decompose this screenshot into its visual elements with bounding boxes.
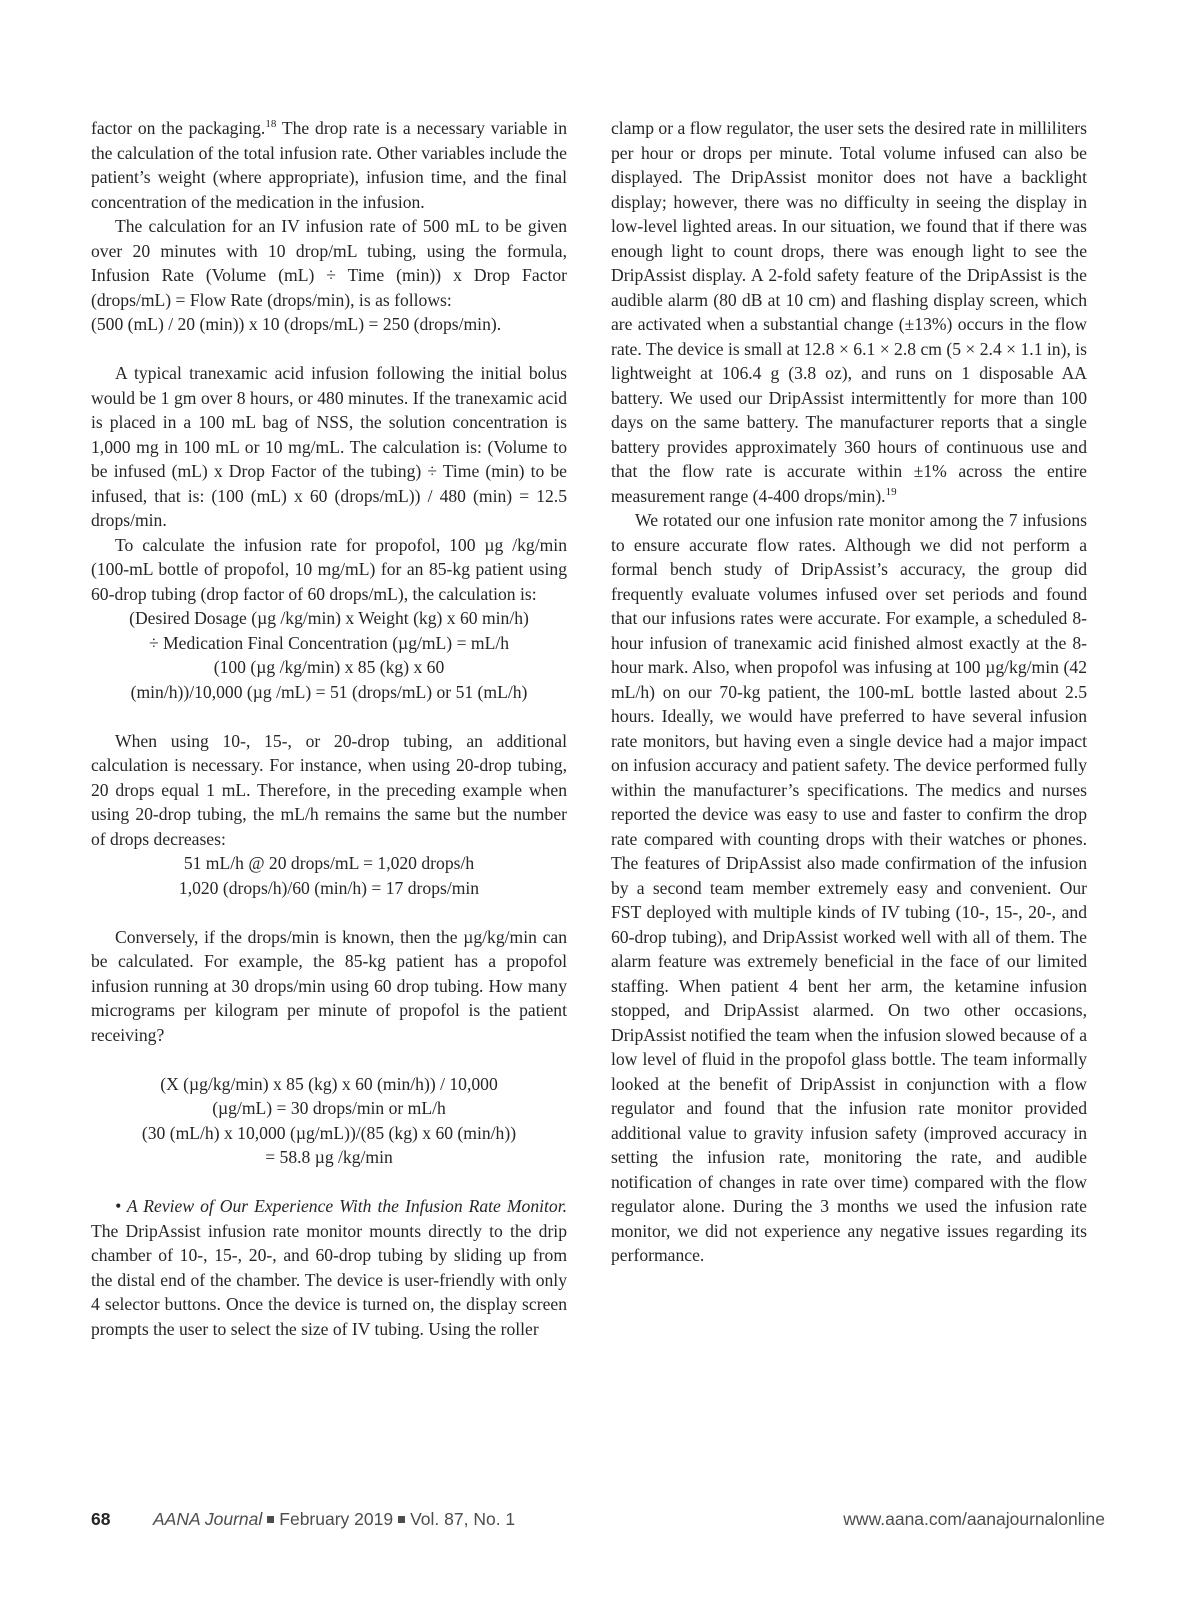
volume-issue: Vol. 87, No. 1 — [410, 1509, 516, 1529]
paragraph: A typical tranexamic acid infusion following the initial bolus would be 1 gm over 8 hours, or 480 minutes. If the tranexamic acid is placed in a 100 mL bag of NSS, the solution concentration is 1,000 mg in 100 mL or 10 mg/mL. The calculation is: (Volume to be infused (mL) x Drop Factor of the tubing) ÷ Time (min) to be infused, that is: (100 (mL) x 60 (drops/mL)) / 480 (min) = 12.5 drops/min. — [91, 363, 567, 530]
page-footer — [91, 1509, 1105, 1535]
formula-line: (min/h))/10,000 (µg /mL) = 51 (drops/mL) or 51 (mL/h) — [130, 681, 528, 702]
paragraph: The calculation for an IV infusion rate of 500 mL to be given over 20 minutes with 10 drop/mL tubing, using the formula, Infusion Rate (Volume (mL) ÷ Time (min)) x Drop Factor (drops/mL) = Flow Rate (drops/min), is as follows: — [91, 216, 567, 310]
formula-line: (Desired Dosage (µg /kg/min) x Weight (kg) x 60 min/h) — [129, 608, 529, 628]
journal-name: AANA Journal — [153, 1509, 263, 1529]
paragraph: clamp or a flow regulator, the user sets the desired rate in milliliters per hour or drops per minute. Total volume infused can also be displayed. The DripAssist monitor does not have a backlight display; however, there was no difficulty in seeing the display in low-level lighted areas. In our situation, we found that if there was enough light to count drops, there was enough light to see the DripAssist display. A 2-fold safety feature of the DripAssist is the audible alarm (80 dB at 10 cm) and flashing display screen, which are activated when a substantial change (±13%) occurs in the flow rate. The device is small at 12.8 × 6.1 × 2.8 cm (5 × 2.4 × 1.1 in), is lightweight at 106.4 g (3.8 oz), and runs on 1 disposable AA battery. We used our DripAssist intermittently for more than 100 days on the same battery. The manufacturer reports that a single battery provides approximately 360 hours of continuous use and that the flow rate is accurate within ±1% across the entire measurement range (4-400 drops/min).$^{19}$ — [611, 118, 1087, 506]
formula-line: (µg/mL) = 30 drops/min or mL/h — [212, 1098, 446, 1118]
separator-square-icon — [267, 1516, 274, 1523]
paragraph: factor on the packaging.$^{18}$ The drop rate is a necessary variable in the calculation of the total infusion rate. Other variables include the patient’s weight (where appropriate), infusion time, and the final concentration of the medication in the infusion. — [91, 118, 567, 212]
journal-info — [153, 1509, 515, 1530]
paragraph: When using 10-, 15-, or 20-drop tubing, an additional calculation is necessary. For instance, when using 20-drop tubing, 20 drops equal 1 mL. Therefore, in the preceding example when using 20-drop tubing, the mL/h remains the same but the number of drops decreases: — [91, 730, 567, 849]
left-column — [91, 116, 567, 1341]
formula-line: (X (µg/kg/min) x 85 (kg) x 60 (min/h)) / 10,000 — [160, 1073, 498, 1094]
reference-superscript: 18 — [265, 118, 277, 130]
formula-line: 51 mL/h @ 20 drops/mL = 1,020 drops/h — [183, 853, 475, 873]
formula-line: = 58.8 µg /kg/min — [265, 1147, 393, 1167]
paragraph: Conversely, if the drops/min is known, then the µg/kg/min can be calculated. For example, the 85-kg patient has a propofol infusion running at 30 drops/min using 60 drop tubing. How many micrograms per kilogram per minute of propofol is the patient receiving? — [91, 926, 567, 1045]
reference-superscript: 19 — [885, 485, 897, 498]
section-heading: • A Review of Our Experience With the Infusion Rate Monitor. — [115, 1196, 567, 1216]
journal-url[interactable]: www.aana.com/aanajournalonline — [843, 1509, 1105, 1529]
paragraph: We rotated our one infusion rate monitor among the 7 infusions to ensure accurate flow rates. Although we did not perform a formal bench study of DripAssist’s accuracy, the group did frequently evaluate volumes infused over set periods and found that our infusions rates were accurate. For example, a scheduled 8-hour infusion of tranexamic acid finished almost exactly at the 8-hour mark. Also, when propofol was infusing at 100 µg/kg/min (42 mL/h) on our 70-kg patient, the 100-mL bottle lasted about 2.5 hours. Ideally, we would have preferred to have several infusion rate monitors, but having even a single device had a major impact on infusion accuracy and patient safety. The device performed fully within the manufacturer’s specifications. The medics and nurses reported the device was easy to use and faster to confirm the drop rate compared with counting drops with their watches or phones. The features of DripAssist also made confirmation of the infusion by a second team member extremely easy and convenient. Our FST deployed with multiple kinds of IV tubing (10-, 15-, 20-, and 60-drop tubing), and DripAssist worked well with all of them. The alarm feature was extremely beneficial in the face of our limited staffing. When patient 4 bent her arm, the ketamine infusion stopped, and DripAssist alarmed. On two other occasions, DripAssist notified the team when the infusion slowed because of a low level of fluid in the propofol glass bottle. The team informally looked at the benefit of DripAssist in conjunction with a flow regulator and found that the infusion rate monitor provided additional value to gravity infusion safety (improved accuracy in setting the infusion rate, monitoring the rate, and audible notification of changes in rate over time) compared with the flow regulator alone. During the 3 months we used the infusion rate monitor, we did not experience any negative issues regarding its performance. — [611, 510, 1087, 1265]
paragraph: • A Review of Our Experience With the Infusion Rate Monitor. The DripAssist infusion rate monitor mounts directly to the drip chamber of 10-, 15-, 20-, and 60-drop tubing by sliding up from the distal end of the chamber. The device is user-friendly with only 4 selector buttons. Once the device is turned on, the display screen prompts the user to select the size of IV tubing. Using the roller — [91, 1196, 567, 1339]
formula-line: 1,020 (drops/h)/60 (min/h) = 17 drops/min — [178, 877, 480, 898]
paragraph: To calculate the infusion rate for propofol, 100 µg /kg/min (100-mL bottle of propofol, 10 mg/mL) for an 85-kg patient using 60-drop tubing (drop factor of 60 drops/mL), the calculation is: — [91, 534, 567, 604]
page-number: 68 — [91, 1509, 111, 1529]
formula-line: (100 (µg /kg/min) x 85 (kg) x 60 — [213, 657, 445, 677]
separator-square-icon — [398, 1516, 405, 1523]
issue-date: February 2019 — [279, 1509, 394, 1529]
right-column — [611, 116, 1087, 1268]
formula: (500 (mL) / 20 (min)) x 10 (drops/mL) = 250 (drops/min). — [91, 314, 502, 334]
formula-line: ÷ Medication Final Concentration (µg/mL) = mL/h — [148, 632, 510, 653]
formula-line: (30 (mL/h) x 10,000 (µg/mL))/(85 (kg) x 60 (min/h)) — [141, 1122, 517, 1143]
